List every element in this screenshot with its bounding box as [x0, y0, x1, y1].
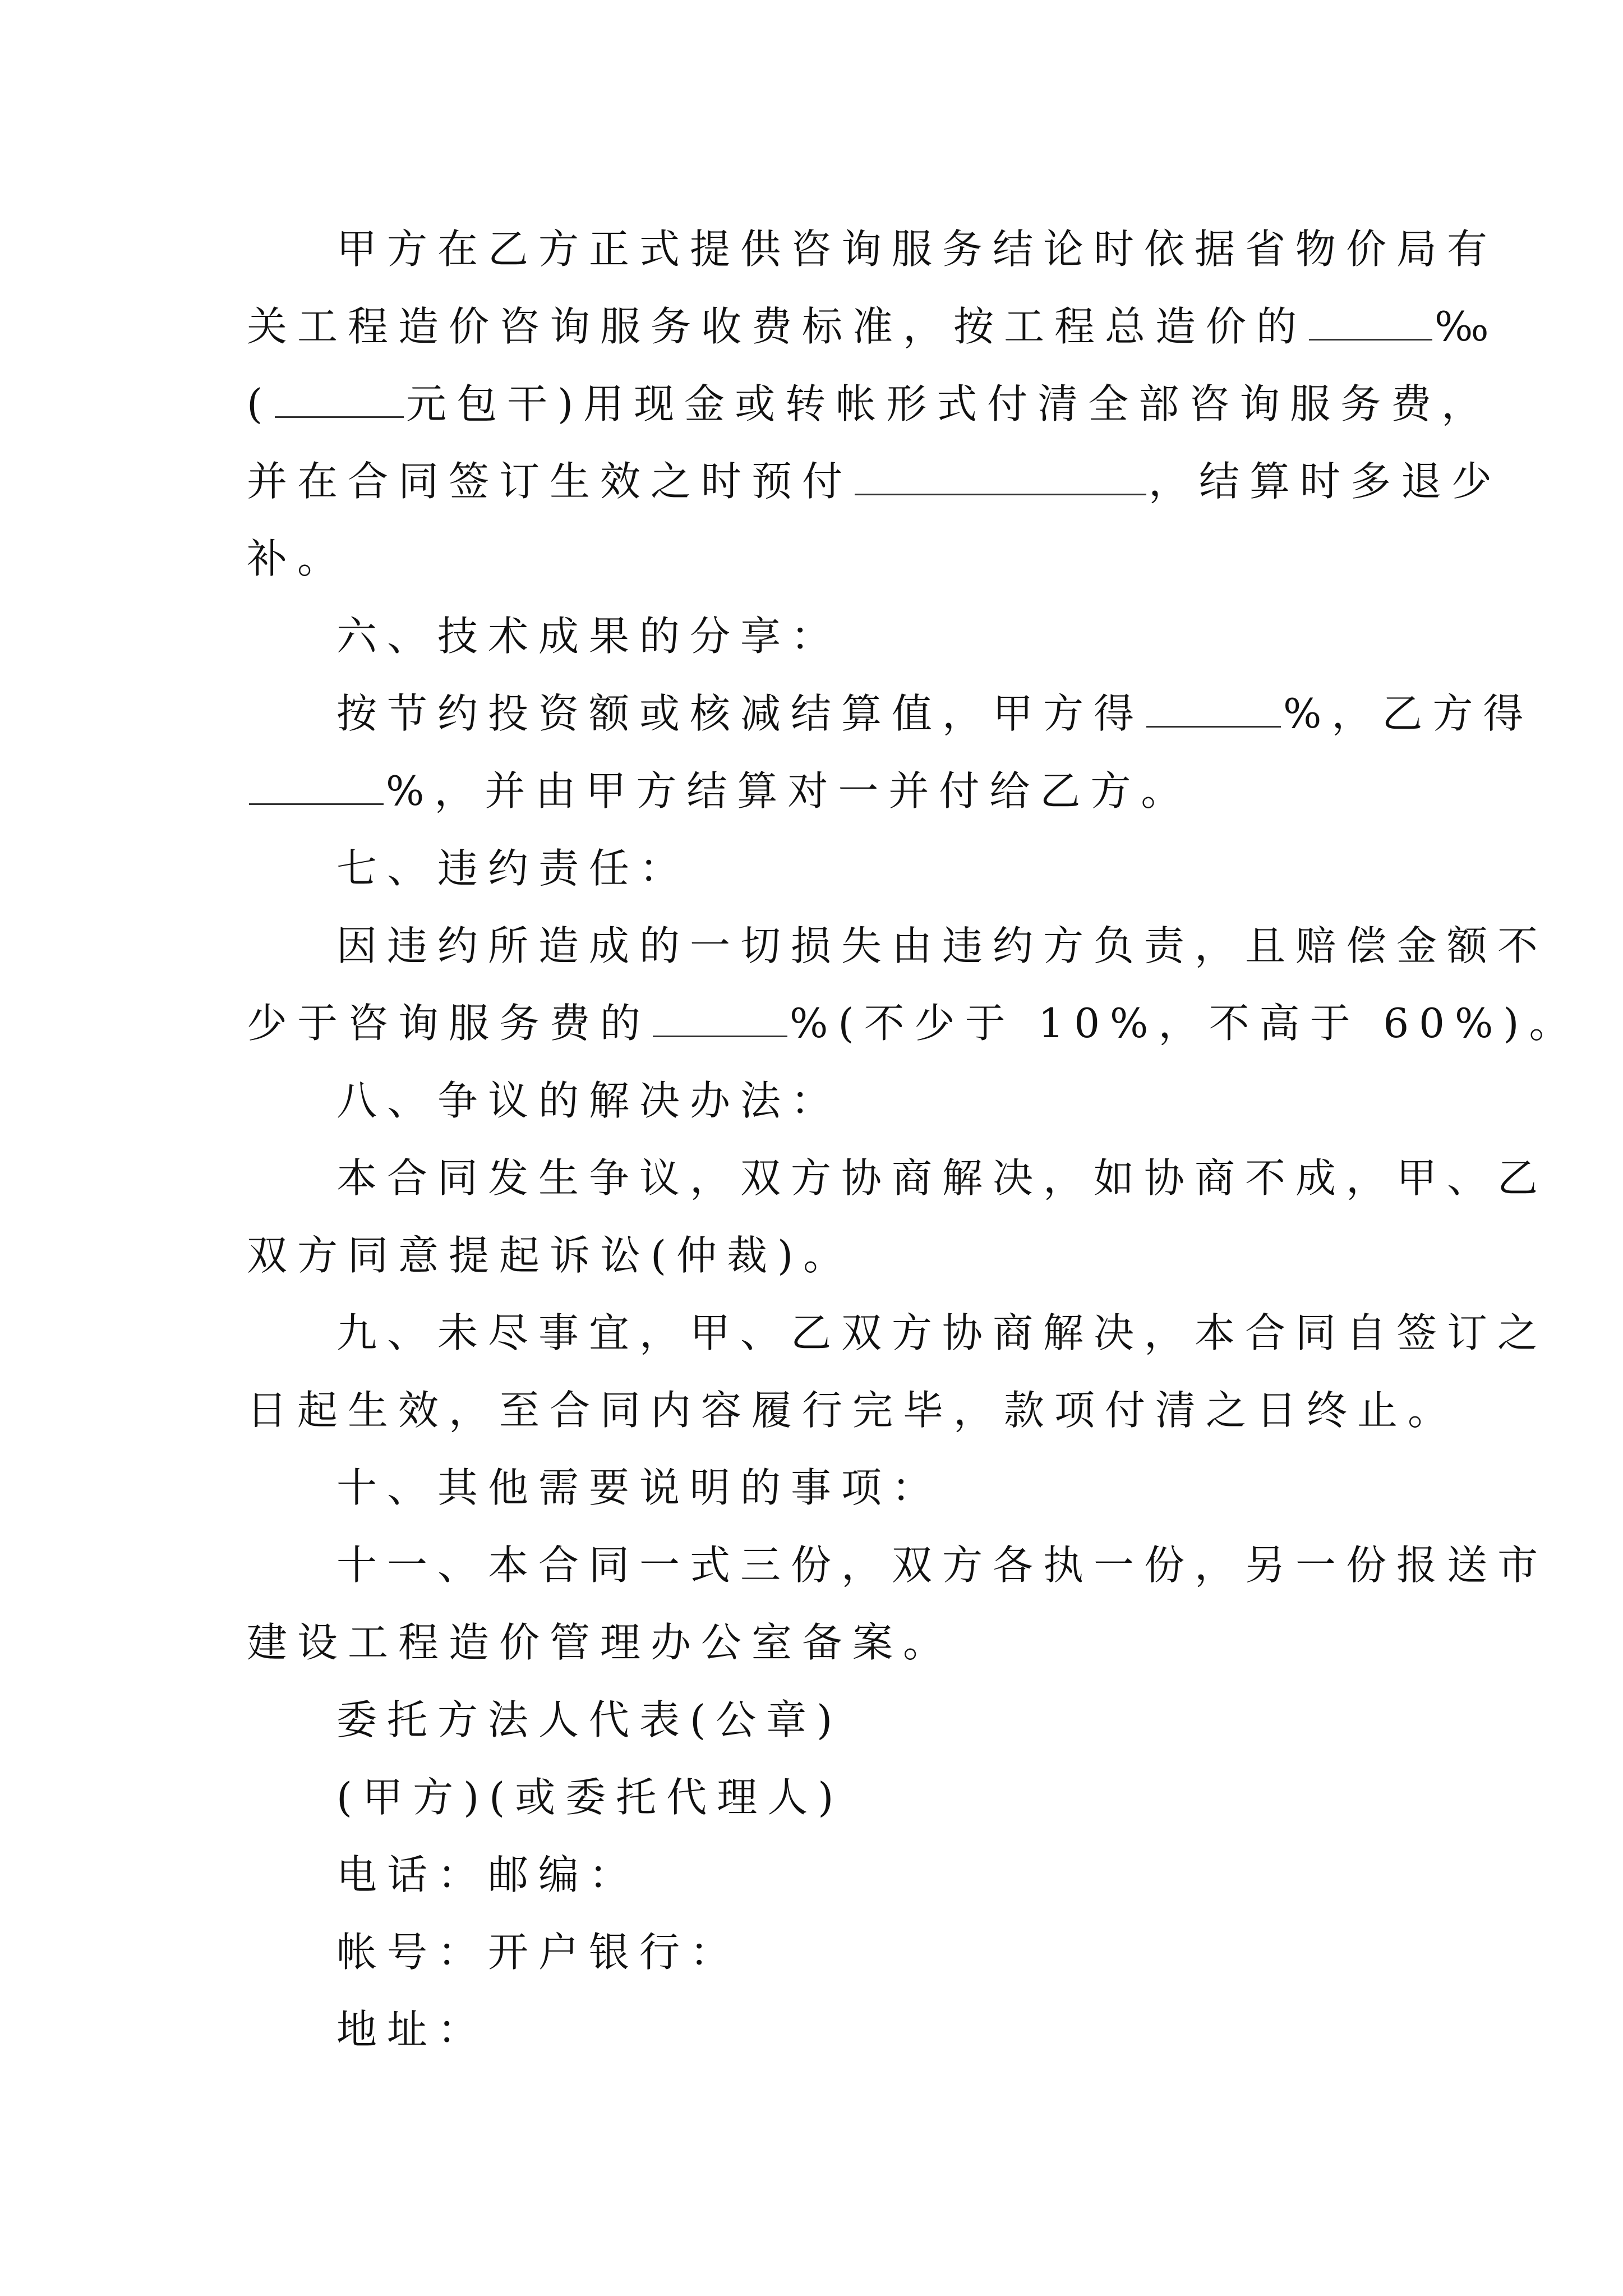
section-11-text-2: 建设工程造价管理办公室备案。 [247, 1619, 954, 1666]
section-6-line-1 [247, 675, 1534, 752]
payment-line-1 [247, 210, 1498, 288]
section-11-line-1 [247, 1526, 1548, 1604]
section-6-text-1a: 按节约投资额或核减结算值，甲方得 [336, 690, 1145, 737]
section-8-heading-text: 八、争议的解决办法： [336, 1077, 842, 1124]
section-6-text-2b: %，并由甲方结算对一并付给乙方。 [386, 767, 1192, 815]
signature-line-1 [247, 1681, 1377, 1759]
section-7-heading-text: 七、违约责任： [336, 845, 690, 892]
section-7-text-1: 因违约所造成的一切损失由违约方负责，且赔偿金额不 [336, 922, 1548, 969]
fill-blank-penalty-rate[interactable] [653, 991, 787, 1037]
payment-line-5 [247, 520, 1377, 597]
section-6-text-1b: %，乙方得 [1283, 690, 1534, 737]
payment-text-3b: 元包干)用现金或转帐形式付清全部咨询服务费， [406, 380, 1492, 427]
fill-blank-lump-sum[interactable] [275, 371, 404, 418]
section-11-text-1: 十一、本合同一式三份，双方各执一份，另一份报送市 [336, 1542, 1548, 1589]
payment-line-3 [247, 365, 1492, 443]
section-7-text-2b: %(不少于 10%，不高于 60%)。 [790, 1000, 1580, 1047]
section-7-text-2a: 少于咨询服务费的 [247, 1000, 651, 1047]
fill-blank-party-a-share[interactable] [1146, 681, 1281, 728]
section-8-line-1 [247, 1139, 1548, 1217]
payment-text-2b: ‰ [1435, 303, 1499, 350]
payment-text-4b: ，结算时多退少 [1149, 458, 1502, 505]
payment-text-1: 甲方在乙方正式提供咨询服务结论时依据省物价局有 [336, 226, 1498, 273]
signature-line-2 [247, 1759, 1377, 1836]
signature-line-4 [247, 1913, 1377, 1991]
payment-line-4 [247, 443, 1502, 520]
payment-text-5: 补。 [247, 535, 348, 582]
section-7-line-2 [247, 984, 1580, 1062]
section-10-heading-text: 十、其他需要说明的事项： [336, 1464, 943, 1511]
fill-blank-prepayment[interactable] [855, 449, 1146, 495]
section-9-line-1 [247, 1294, 1548, 1372]
section-9-line-2 [247, 1372, 1459, 1449]
signature-address: 地址： [336, 2006, 488, 2053]
section-7-line-1 [247, 907, 1548, 984]
signature-line-5 [247, 1991, 1377, 2068]
section-9-text-2: 日起生效，至合同内容履行完毕，款项付清之日终止。 [247, 1387, 1459, 1434]
section-6-line-2 [247, 752, 1377, 830]
signature-party-a: (甲方)(或委托代理人) [336, 1774, 844, 1821]
fill-blank-permille[interactable] [1309, 294, 1432, 341]
section-6-heading [247, 597, 1377, 675]
payment-text-3a: ( [247, 380, 273, 427]
section-8-line-2 [247, 1217, 1377, 1294]
fill-blank-party-b-share[interactable] [249, 758, 384, 805]
payment-text-4a: 并在合同签订生效之时预付 [247, 458, 853, 505]
payment-line-2 [247, 288, 1499, 365]
signature-representative: 委托方法人代表(公章) [336, 1696, 843, 1743]
section-8-heading [247, 1062, 1377, 1139]
section-10-heading [247, 1449, 1377, 1526]
signature-line-3 [247, 1836, 1377, 1913]
section-8-text-1: 本合同发生争议，双方协商解决，如协商不成，甲、乙 [336, 1154, 1548, 1202]
signature-account-bank: 帐号：开户银行： [336, 1929, 741, 1976]
section-7-heading [247, 830, 1377, 907]
contract-body [247, 210, 1580, 2068]
section-6-heading-text: 六、技术成果的分享： [336, 613, 842, 660]
payment-text-2a: 关工程造价咨询服务收费标准，按工程总造价的 [247, 303, 1307, 350]
section-9-text-1: 九、未尽事宜，甲、乙双方协商解决，本合同自签订之 [336, 1309, 1548, 1356]
section-8-text-2: 双方同意提起诉讼(仲裁)。 [247, 1232, 854, 1279]
section-11-line-2 [247, 1604, 1377, 1681]
signature-phone-postcode: 电话：邮编： [336, 1851, 640, 1898]
